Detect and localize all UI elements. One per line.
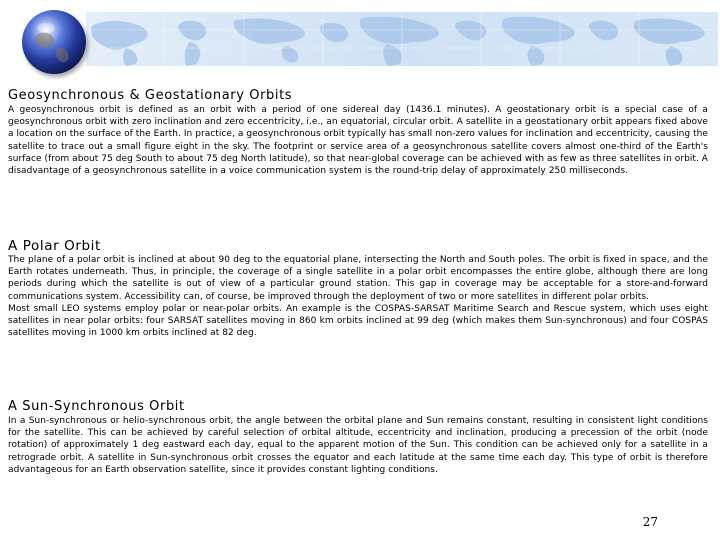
section-sun-synchronous [8, 399, 708, 476]
page-number: 27 [642, 515, 658, 529]
section-paragraph: Most small LEO systems employ polar or near-polar orbits. An example is the COSPAS-SARSAT Maritime Search and Rescue system, which uses eight satellites in near polar orbits: four SARSAT satellites moving in 860 km orbits inclined at 99 deg (which makes them Sun-synchronous) and four COSPAS satellites moving in 1000 km orbits inclined at 82 deg. [8, 303, 708, 339]
world-map-banner [86, 12, 718, 66]
section-heading: Geosynchronous & Geostationary Orbits [8, 88, 293, 103]
section-paragraph: The plane of a polar orbit is inclined at about 90 deg to the equatorial plane, intersecting the North and South poles. The orbit is fixed in space, and the Earth rotates underneath. Thus, in principle, the coverage of a single satellite in a polar orbit encompasses the entire globe, although there are long periods during which the satellite is out of view of a particular ground station. This gap in coverage may be acceptable for a store-and-forward communications system. Accessibility can, of course, be improved through the deployment of two or more satellites in different polar orbits. [8, 255, 708, 302]
section-heading: A Sun-Synchronous Orbit [8, 399, 185, 414]
section-heading: A Polar Orbit [8, 238, 101, 254]
section-geosynchronous [8, 88, 708, 177]
globe-icon [22, 10, 86, 74]
section-paragraph: In a Sun-synchronous or helio-synchronous orbit, the angle between the orbital plane and Sun remains constant, resulting in consistent light conditions for the satellite. This can be achieved by careful selection of orbital altitude, eccentricity and inclination, producing a precession of the orbit (node rotation) of approximately 1 deg eastward each day, equal to the apparent motion of the Sun. This condition can be achieved only for a satellite in a retrograde orbit. A satellite in Sun-synchronous orbit crosses the equator and each latitude at the same time each day. This type of orbit is therefore advantageous for an Earth observation satellite, since it provides constant lighting conditions. [8, 416, 708, 475]
section-paragraph: A geosynchronous orbit is defined as an orbit with a period of one sidereal day (1436.1 minutes). A geostationary orbit is a special case of a geosynchronous orbit with zero inclination and zero eccentricity, i.e., an equatorial, circular orbit. A satellite in a geostationary orbit appears fixed above a location on the surface of the Earth. In practice, a geosynchronous orbit typically has small non-zero values for inclination and eccentricity, causing the satellite to trace out a small figure eight in the sky. The footprint or service area of a geosynchronous satellite covers almost one-third of the Earth's surface (from about 75 deg South to about 75 deg North latitude), so that near-global coverage can be achieved with as few as three satellites in orbit. A disadvantage of a geosynchronous satellite in a voice communication system is the round-trip delay of approximately 250 milliseconds. [8, 105, 708, 177]
section-polar-orbit [8, 238, 708, 339]
